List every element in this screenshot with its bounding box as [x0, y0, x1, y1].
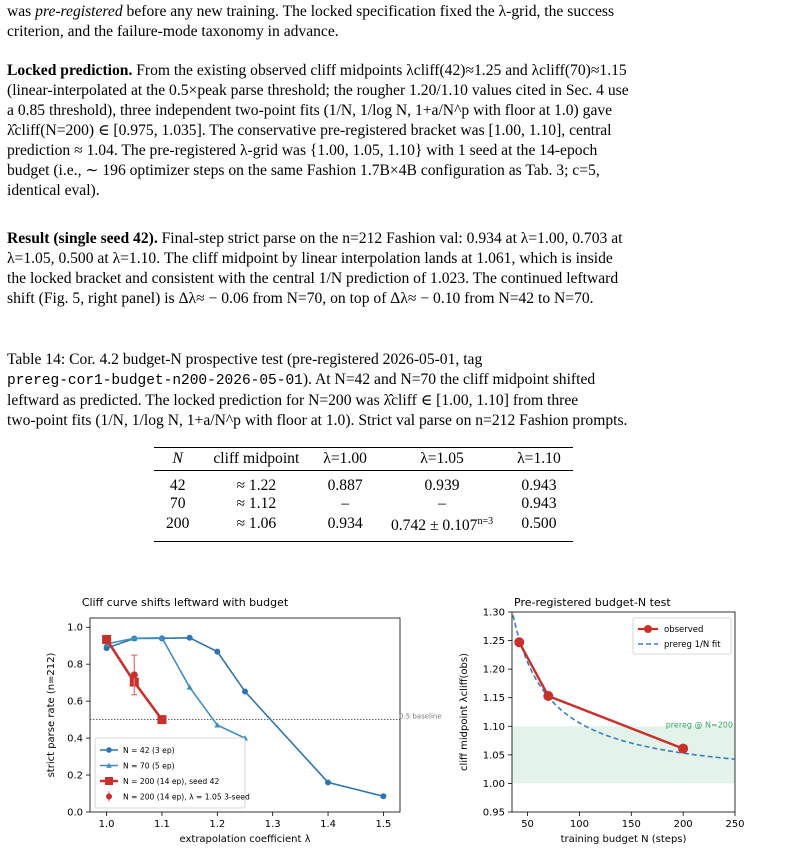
y-tick-label: 0.2 [67, 770, 83, 782]
y-tick-label: 0.4 [67, 733, 83, 745]
legend-entry: N = 200 (14 ep), λ = 1.05 3-seed [123, 792, 250, 802]
x-tick-label: 1.5 [375, 819, 392, 830]
legend-entry: N = 42 (3 ep) [123, 746, 175, 755]
data-point [514, 637, 524, 647]
data-point [543, 691, 553, 701]
result-heading: Result (single seed 42). [7, 230, 158, 247]
x-tick-label: 1.4 [320, 819, 336, 830]
table-cell: 200 [166, 515, 190, 533]
data-point [187, 635, 193, 641]
table-cell: $0.742 \pm 0.107^{n=3}$ [390, 516, 494, 535]
legend-swatch [644, 625, 652, 633]
legend-entry: prereg 1/N fit [664, 640, 721, 650]
y-tick-label: 1.25 [482, 636, 505, 648]
x-axis-label: extrapolation coefficient λ [179, 834, 311, 845]
table-cell: 70 [169, 495, 186, 512]
locked-prediction-heading: Locked prediction. [7, 62, 133, 79]
table-cell: – [341, 495, 350, 512]
table-cell: 0.939 [424, 477, 460, 494]
table-row [154, 513, 573, 542]
paragraph-locked-prediction: Locked prediction. From the existing observed cliff midpoints λcliff(42)≈1.25 and λcliff(70)≈1.15 (linear-interpolated at the 0.5×peak parse threshold; the rougher 1.20/1.10 values cited in Sec. 4 use a 0.85 threshold), three independent two-point fits (1/N, 1/log N, 1+a/N^p with floor at 1.0) gave λ̂cliff(N=200) ∈ [0.975, 1.035]. The conservative pre-registered bracket was [1.00, 1.10], central prediction ≈ 1.04. The pre-registered λ-grid was {1.00, 1.05, 1.10} with 1 seed at the 14-epoch budget (i.e., ∼ 196 optimizer steps on the same Fashion 1.7B×4B configuration as Tab. 3; c=5, identical eval). [7, 62, 629, 199]
baseline-label: 0.5 baseline [399, 712, 442, 721]
data-point [380, 793, 386, 799]
data-point [131, 671, 138, 678]
legend-entry: N = 70 (5 ep) [123, 761, 175, 771]
x-tick-label: 1.2 [209, 819, 226, 830]
budget-n-chart [455, 590, 805, 853]
table-cell: 42 [169, 477, 186, 494]
y-tick-label: 1.00 [482, 778, 505, 790]
legend-swatch [106, 747, 112, 753]
y-tick-label: 1.15 [482, 693, 505, 705]
table-cell: ≈ 1.22 [236, 477, 277, 494]
table-row [154, 495, 573, 513]
results-table [154, 447, 573, 542]
data-point [325, 779, 331, 785]
data-point [214, 649, 220, 655]
x-tick-label: 100 [569, 819, 589, 830]
band-label: prereg @ N=200 [665, 720, 733, 730]
paragraph-result: Result (single seed 42). Final-step strict parse on the n=212 Fashion val: 0.934 at λ=1.00, 0.703 at λ=1.05, 0.500 at λ=1.10. The cliff midpoint by linear interpolation lands at 1.061, which is inside the locked bracket and consistent with the central 1/N prediction of 1.023. The continued leftward shift (Fig. 5, right panel) is Δλ≈ − 0.06 from N=70, on top of Δλ≈ − 0.10 from N=42 to N=70. [7, 230, 623, 307]
table-row [154, 471, 573, 496]
y-tick-label: 1.05 [482, 750, 505, 762]
data-point [678, 744, 688, 754]
legend-swatch [105, 777, 113, 785]
table-cell: 0.500 [521, 515, 557, 533]
y-axis-label: cliff midpoint λcliff(obs) [459, 652, 470, 772]
table-header: N [154, 448, 201, 471]
data-point [102, 635, 111, 644]
table-header-row [154, 448, 573, 471]
x-tick-label: 200 [673, 819, 693, 830]
table-cell: ≈ 1.12 [236, 495, 277, 512]
legend-swatch [106, 794, 112, 800]
y-tick-label: 1.0 [67, 622, 83, 634]
series-line [107, 638, 245, 738]
legend-entry: N = 200 (14 ep), seed 42 [123, 777, 220, 786]
x-tick-label: 1.0 [98, 819, 115, 830]
table-cell: – [438, 495, 446, 512]
table-header: λ=1.00 [311, 448, 379, 471]
x-axis-label: training budget N (steps) [560, 834, 687, 845]
table-header: λ=1.10 [505, 448, 573, 471]
x-tick-label: 150 [621, 819, 641, 830]
chart-title: Cliff curve shifts leftward with budget [81, 596, 289, 609]
paragraph-intro: was pre-registered before any new training. The locked specification fixed the λ-grid, the success criterion, and the failure-mode taxonomy in advance. [7, 3, 615, 40]
table-header: cliff midpoint [201, 448, 311, 471]
y-tick-label: 1.10 [482, 721, 505, 733]
x-tick-label: 250 [725, 819, 745, 830]
y-tick-label: 1.20 [482, 664, 505, 676]
table-cell: 0.887 [327, 477, 363, 494]
y-axis-label: strict parse rate (n=212) [46, 652, 57, 778]
cliff-curve-chart [40, 590, 450, 853]
table-caption: Table 14: Cor. 4.2 budget-N prospective test (pre-registered 2026-05-01, tag prereg-cor1-budget-n200-2026-05-01). At N=42 and N=70 the cliff midpoint shifted leftward as predicted. The locked prediction for N=200 was λ̂cliff ∈ [1.00, 1.10] from three two-point fits (1/N, 1/log N, 1+a/N^p with floor at 1.0). Strict val parse on n=212 Fashion prompts. [7, 351, 628, 429]
table-cell: ≈ 1.06 [236, 515, 277, 533]
chart-title: Pre-registered budget-N test [514, 596, 671, 609]
table-cell: 0.934 [327, 515, 363, 533]
data-point [157, 715, 166, 724]
y-tick-label: 0.95 [482, 807, 505, 819]
table-header: λ=1.05 [379, 448, 505, 471]
legend-entry: observed [664, 625, 704, 635]
y-tick-label: 1.30 [482, 607, 505, 619]
table-cell: 0.943 [521, 477, 557, 494]
y-tick-label: 0.8 [67, 659, 83, 671]
data-point [242, 689, 248, 695]
y-tick-label: 0.6 [67, 696, 83, 708]
x-tick-label: 50 [521, 819, 534, 830]
x-tick-label: 1.1 [154, 819, 170, 830]
x-tick-label: 1.3 [264, 819, 281, 830]
y-tick-label: 0.0 [67, 807, 83, 819]
table-cell: 0.943 [521, 495, 557, 512]
